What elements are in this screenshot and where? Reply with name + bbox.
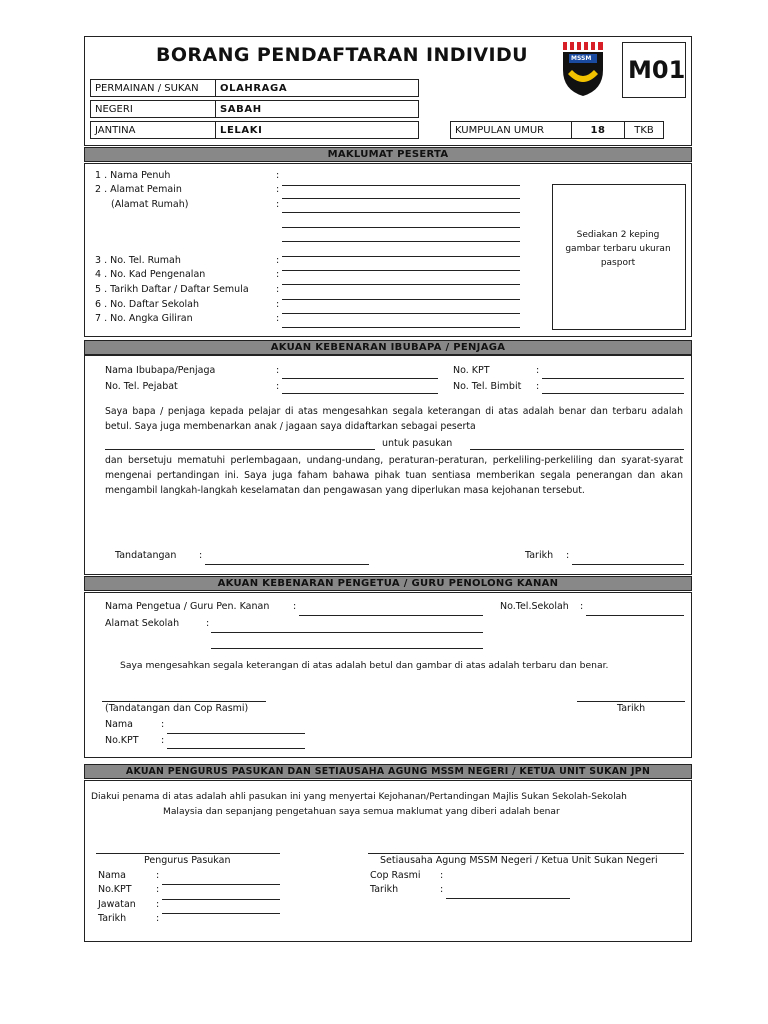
office-tel-label: No. Tel. Pejabat: [105, 381, 178, 392]
school-tel-line[interactable]: [586, 615, 684, 616]
guardian-date-line[interactable]: [572, 564, 684, 565]
for-team-label: untuk pasukan: [382, 438, 453, 449]
guardian-date-label: Tarikh: [525, 550, 554, 561]
section-participant-title: MAKLUMAT PESERTA: [84, 147, 692, 162]
colon: :: [566, 550, 570, 561]
secretary-title: Setiausaha Agung MSSM Negeri / Ketua Unit Sukan Negeri: [380, 855, 658, 866]
gender-label: JANTINA: [90, 121, 216, 139]
input-line[interactable]: [282, 212, 520, 213]
principal-kpt-label: No.KPT: [105, 735, 139, 746]
colon: :: [276, 170, 280, 181]
colon: :: [199, 550, 203, 561]
manager-date-line[interactable]: [162, 913, 280, 914]
principal-name-label: Nama: [105, 719, 134, 730]
input-line[interactable]: [282, 284, 520, 285]
sport-label: PERMAINAN / SUKAN: [90, 79, 216, 97]
input-line[interactable]: [282, 227, 520, 228]
manager-date-label: Tarikh: [98, 913, 127, 924]
sign-stamp-label: (Tandatangan dan Cop Rasmi): [105, 703, 249, 714]
field-home-tel: 3 . No. Tel. Rumah: [95, 255, 181, 266]
principal-name-line[interactable]: [167, 733, 305, 734]
colon: :: [161, 719, 165, 730]
school-address-line[interactable]: [211, 632, 483, 633]
sport-value[interactable]: OLAHRAGA: [215, 79, 419, 97]
peserta-line[interactable]: [105, 449, 375, 450]
input-line[interactable]: [282, 313, 520, 314]
colon: :: [206, 618, 210, 629]
field-home-address: (Alamat Rumah): [111, 199, 189, 210]
age-group-suffix: TKB: [624, 121, 664, 139]
colon: :: [156, 899, 160, 910]
colon: :: [276, 184, 280, 195]
state-label: NEGERI: [90, 100, 216, 118]
mssm-logo: [560, 40, 606, 98]
principal-label: Nama Pengetua / Guru Pen. Kanan: [105, 601, 270, 612]
kpt-label: No. KPT: [453, 365, 490, 376]
principal-line[interactable]: [299, 615, 483, 616]
section-guardian-title: AKUAN KEBENARAN IBUBAPA / PENJAGA: [84, 340, 692, 355]
official-stamp-label: Cop Rasmi: [370, 870, 421, 881]
field-register-date: 5 . Tarikh Daftar / Daftar Semula: [95, 284, 249, 295]
photo-note: Sediakan 2 keping gambar terbaru ukuran pasport: [565, 230, 671, 268]
input-line[interactable]: [282, 241, 520, 242]
colon: :: [293, 601, 297, 612]
section-principal-title: AKUAN KEBENARAN PENGETUA / GURU PENOLONG KANAN: [84, 576, 692, 591]
field-turn-number: 7 . No. Angka Giliran: [95, 313, 193, 324]
secretary-date-line[interactable]: [446, 898, 570, 899]
colon: :: [156, 870, 160, 881]
input-line[interactable]: [282, 299, 520, 300]
colon: :: [440, 870, 444, 881]
input-line[interactable]: [282, 256, 520, 257]
colon: :: [276, 299, 280, 310]
input-line[interactable]: [282, 185, 520, 186]
sign-stamp-line[interactable]: [102, 701, 266, 702]
colon: :: [536, 381, 540, 392]
colon: :: [156, 884, 160, 895]
field-address: 2 . Alamat Pemain: [95, 184, 182, 195]
manager-kpt-line[interactable]: [162, 884, 280, 885]
age-group-value[interactable]: 18: [571, 121, 625, 139]
input-line[interactable]: [282, 198, 520, 199]
colon: :: [276, 365, 280, 376]
team-line[interactable]: [470, 449, 684, 450]
state-value[interactable]: SABAH: [215, 100, 419, 118]
colon: :: [276, 255, 280, 266]
mobile-label: No. Tel. Bimbit: [453, 381, 522, 392]
guardian-signature-line[interactable]: [205, 564, 369, 565]
guardian-name-label: Nama Ibubapa/Penjaga: [105, 365, 216, 376]
colon: :: [276, 313, 280, 324]
school-address-line[interactable]: [211, 648, 483, 649]
guardian-consent-para2: dan bersetuju mematuhi perlembagaan, undang-undang, peraturan-peraturan, perkeliling-perkeliling dan syarat-syarat mengenai pertandingan ini. Saya juga faham bahawa pihak tuan sentiasa memberikan segala penerangan dan akan mengambil langkah-langkah keselamatan dan pengawasan yang diperlukan masa kejohanan tersebut.: [105, 455, 683, 496]
manager-title: Pengurus Pasukan: [144, 855, 231, 866]
colon: :: [276, 284, 280, 295]
colon: :: [156, 913, 160, 924]
principal-kpt-line[interactable]: [167, 748, 305, 749]
field-full-name: 1 . Nama Penuh: [95, 170, 171, 181]
colon: :: [276, 381, 280, 392]
school-tel-label: No.Tel.Sekolah: [500, 601, 569, 612]
school-address-label: Alamat Sekolah: [105, 618, 180, 629]
form-code: M01: [628, 56, 686, 84]
form-title: BORANG PENDAFTARAN INDIVIDU: [156, 44, 528, 66]
logo-text: MSSM: [571, 55, 592, 62]
colon: :: [276, 269, 280, 280]
colon: :: [276, 199, 280, 210]
manager-declaration-1: Diakui penama di atas adalah ahli pasukan ini yang menyertai Kejohanan/Pertandingan Majlis Sukan Sekolah-Sekolah: [91, 792, 627, 802]
guardian-name-line[interactable]: [282, 378, 438, 379]
secretary-date-label: Tarikh: [370, 884, 399, 895]
gender-value[interactable]: LELAKI: [215, 121, 419, 139]
manager-name-label: Nama: [98, 870, 127, 881]
principal-statement: Saya mengesahkan segala keterangan di atas adalah betul dan gambar di atas adalah terbaru dan benar.: [120, 660, 609, 671]
principal-date-label: Tarikh: [617, 703, 646, 714]
colon: :: [440, 884, 444, 895]
guardian-signature-label: Tandatangan: [115, 550, 177, 561]
input-line[interactable]: [282, 270, 520, 271]
section-manager-title: AKUAN PENGURUS PASUKAN DAN SETIAUSAHA AGUNG MSSM NEGERI / KETUA UNIT SUKAN JPN: [84, 764, 692, 779]
mobile-line[interactable]: [542, 393, 684, 394]
manager-sign-line[interactable]: [96, 853, 280, 854]
manager-position-line[interactable]: [162, 899, 280, 900]
manager-position-label: Jawatan: [98, 899, 136, 910]
field-ic: 4 . No. Kad Pengenalan: [95, 269, 206, 280]
field-school-reg: 6 . No. Daftar Sekolah: [95, 299, 200, 310]
principal-date-line[interactable]: [577, 701, 685, 702]
input-line[interactable]: [282, 327, 520, 328]
age-group-label: KUMPULAN UMUR: [450, 121, 572, 139]
colon: :: [161, 735, 165, 746]
manager-declaration-2: Malaysia dan sepanjang pengetahuan saya semua maklumat yang diberi adalah benar: [163, 807, 560, 817]
manager-kpt-label: No.KPT: [98, 884, 132, 895]
office-tel-line[interactable]: [282, 393, 438, 394]
kpt-line[interactable]: [542, 378, 684, 379]
secretary-sign-line[interactable]: [368, 853, 684, 854]
guardian-consent-para1: Saya bapa / penjaga kepada pelajar di atas mengesahkan segala keterangan di atas adalah benar dan terbaru adalah betul. Saya juga membenarkan anak / jagaan saya didaftarkan sebagai peserta: [105, 406, 683, 432]
colon: :: [536, 365, 540, 376]
colon: :: [580, 601, 584, 612]
